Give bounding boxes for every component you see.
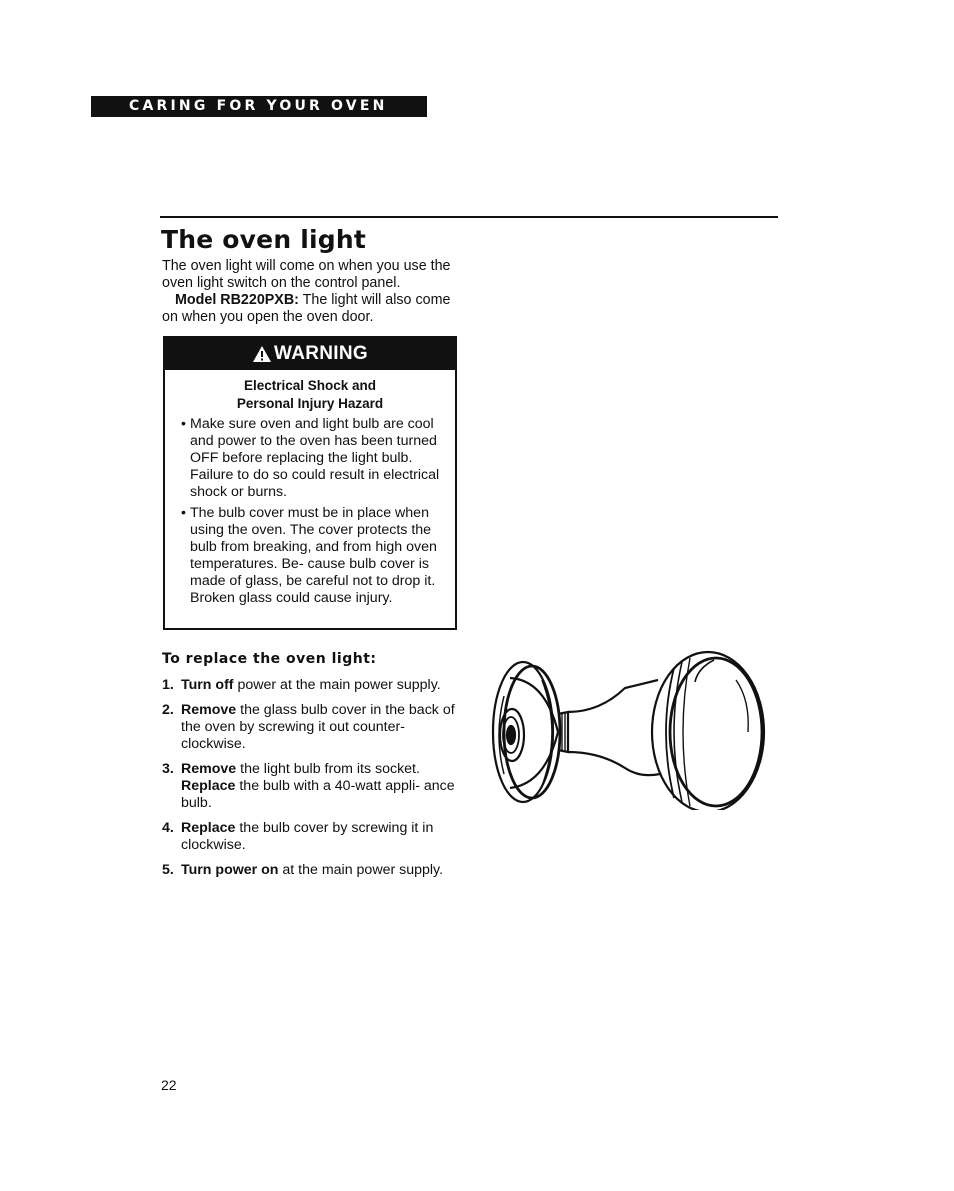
step-action: Turn off [181, 677, 234, 693]
step-action: Turn power on [181, 862, 279, 878]
step-action: Replace [181, 778, 236, 794]
step-item [162, 820, 462, 854]
title-rule [160, 216, 778, 218]
hazard-item-text: The bulb cover must be in place when using the oven. The cover protects the bulb from breaking, and from high oven temperatures. Be- cause bulb cover is made of glass, be careful not to drop it. Broken glass could cause injury. [190, 505, 437, 606]
step-text: the glass bulb cover in the back of the oven by screwing it out counter- clockwise. [181, 702, 455, 752]
step-number: 5. [162, 862, 174, 878]
step-number: 4. [162, 820, 174, 836]
intro-text [162, 258, 462, 326]
model-text: The light will also come on when you open the oven door. [162, 292, 451, 325]
intro-model-note [162, 292, 462, 326]
oven-light-bulb-icon [490, 640, 770, 810]
hazard-line-2: Personal Injury Hazard [236, 396, 384, 411]
steps-title: To replace the oven light: [162, 651, 377, 667]
step-text: power at the main power supply. [233, 677, 441, 693]
hazard-list [165, 416, 455, 607]
page-title: The oven light [161, 225, 367, 254]
hazard-title [165, 377, 455, 413]
step-item [162, 761, 462, 812]
step-action: Remove [181, 702, 237, 718]
step-item [162, 862, 462, 879]
step-number: 2. [162, 702, 174, 718]
step-text: at the main power supply. [278, 862, 444, 878]
warning-label: WARNING [274, 343, 368, 364]
step-action: Remove [181, 761, 237, 777]
step-number: 3. [162, 761, 174, 777]
intro-line: The oven light will come on when you use the oven light switch on the control panel. [162, 258, 451, 291]
section-banner: CARING FOR YOUR OVEN [91, 96, 427, 117]
step-text: the bulb with a 40-watt appli- ance bulb. [181, 778, 455, 811]
model-label: Model RB220PXB: [175, 292, 299, 308]
hazard-item [165, 416, 445, 501]
step-item [162, 702, 462, 753]
bullet: • [181, 505, 186, 521]
warning-box [163, 336, 457, 630]
hazard-item [165, 505, 445, 607]
step-item [162, 677, 462, 694]
hazard-item-text: Make sure oven and light bulb are cool and power to the oven has been turned OFF before replacing the light bulb. Failure to do so could result in electrical shock or burns. [190, 416, 440, 500]
step-number: 1. [162, 677, 174, 693]
hazard-line-1: Electrical Shock and [243, 378, 377, 393]
steps-list [162, 677, 462, 887]
warning-triangle-icon [252, 345, 272, 363]
step-text: the light bulb from its socket. [236, 761, 420, 777]
page-number: 22 [161, 1077, 177, 1093]
step-text: the bulb cover by screwing it in clockwise. [181, 820, 434, 853]
step-action: Replace [181, 820, 236, 836]
bullet: • [181, 416, 186, 432]
warning-header [165, 338, 455, 370]
